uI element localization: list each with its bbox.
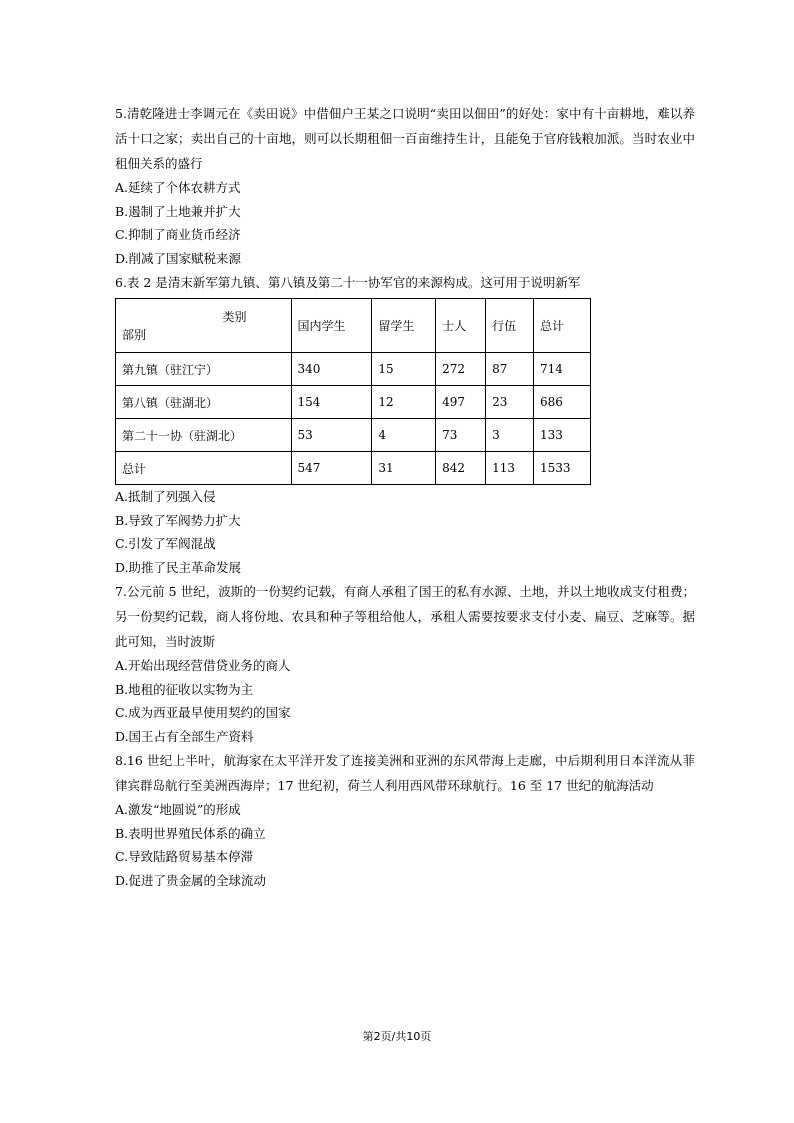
table-cell: 1533 xyxy=(534,452,591,485)
column-header: 行伍 xyxy=(486,299,534,353)
option-b: B.导致了军阀势力扩大 xyxy=(115,512,241,528)
option-c: C.引发了军阀混战 xyxy=(115,536,216,551)
corner-bottom-label: 部别 xyxy=(122,327,147,342)
option-c: C.抑制了商业货币经济 xyxy=(115,227,241,242)
question-7 xyxy=(115,579,695,748)
table-cell: 113 xyxy=(486,452,534,485)
table-row xyxy=(116,419,591,452)
table-cell: 340 xyxy=(291,353,372,386)
option-d: D.削减了国家赋税来源 xyxy=(115,250,242,266)
option-b: B.地租的征收以实物为主 xyxy=(115,681,254,697)
option-d: D.促进了贵金属的全球流动 xyxy=(115,872,267,888)
question-stem: 8.16 世纪上半叶，航海家在太平洋开发了连接美洲和亚洲的东风带海上走廊，中后期利用日本洋流从菲律宾群岛航行至美洲西海岸；17 世纪初，荷兰人利用西风带环球航行。16 至 17 世纪的航海活动 xyxy=(115,753,695,793)
option-a: A.激发“地圆说”的形成 xyxy=(115,802,241,817)
table-cell: 842 xyxy=(436,452,486,485)
table-cell: 547 xyxy=(291,452,372,485)
column-header: 留学生 xyxy=(372,299,436,353)
officer-source-table xyxy=(115,298,591,485)
option-c: C.成为西亚最早使用契约的国家 xyxy=(115,705,291,720)
column-header: 士人 xyxy=(436,299,486,353)
corner-top-label: 类别 xyxy=(222,309,247,324)
question-8 xyxy=(115,748,695,892)
question-5 xyxy=(115,101,695,270)
question-stem: 6.表 2 是清末新军第九镇、第八镇及第二十一协军官的来源构成。这可用于说明新军 xyxy=(115,275,581,290)
table-cell: 12 xyxy=(372,386,436,419)
option-c: C.导致陆路贸易基本停滞 xyxy=(115,849,254,864)
table-cell: 272 xyxy=(436,353,486,386)
option-d: D.国王占有全部生产资料 xyxy=(115,728,254,744)
table-cell: 3 xyxy=(486,419,534,452)
page-content xyxy=(115,101,695,892)
table-cell: 497 xyxy=(436,386,486,419)
question-stem: 7.公元前 5 世纪，波斯的一份契约记载，有商人承租了国王的私有水源、土地，并以土地收成支付租费；另一份契约记载，商人将份地、农具和种子等租给他人，承租人需要按要求支付小麦、扁豆、芝麻等。据此可知，当时波斯 xyxy=(115,584,695,649)
option-d: D.助推了民主革命发展 xyxy=(115,559,242,575)
option-a: A.开始出现经营借贷业务的商人 xyxy=(115,658,291,673)
question-stem: 5.清乾隆进士李调元在《卖田说》中借佃户王某之口说明“卖田以佃田”的好处：家中有十亩耕地，难以养活十口之家；卖出自己的十亩地，则可以长期租佃一百亩维持生计，且能免于官府钱粮加派。当时农业中租佃关系的盛行 xyxy=(115,106,695,171)
option-a: A.延续了个体农耕方式 xyxy=(115,180,241,195)
question-6 xyxy=(115,270,695,579)
page-footer: 第2页/共10页 xyxy=(362,1030,432,1043)
table-row xyxy=(116,452,591,485)
option-b: B.表明世界殖民体系的确立 xyxy=(115,825,266,841)
column-header: 总计 xyxy=(534,299,591,353)
table-cell: 87 xyxy=(486,353,534,386)
table-cell: 133 xyxy=(534,419,591,452)
column-header: 国内学生 xyxy=(291,299,372,353)
table-corner-cell xyxy=(116,299,292,353)
option-a: A.抵制了列强入侵 xyxy=(115,489,216,504)
table-cell: 714 xyxy=(534,353,591,386)
table-cell: 53 xyxy=(291,419,372,452)
row-label: 第九镇（驻江宁） xyxy=(116,353,292,386)
row-label: 第八镇（驻湖北） xyxy=(116,386,292,419)
table-row xyxy=(116,386,591,419)
row-label: 第二十一协（驻湖北） xyxy=(116,419,292,452)
table-cell: 73 xyxy=(436,419,486,452)
table-cell: 15 xyxy=(372,353,436,386)
option-b: B.遏制了土地兼并扩大 xyxy=(115,203,241,219)
table-cell: 23 xyxy=(486,386,534,419)
table-cell: 31 xyxy=(372,452,436,485)
table-row xyxy=(116,353,591,386)
table-cell: 4 xyxy=(372,419,436,452)
table-header-row xyxy=(116,299,591,353)
row-label: 总计 xyxy=(116,452,292,485)
table-cell: 154 xyxy=(291,386,372,419)
table-cell: 686 xyxy=(534,386,591,419)
